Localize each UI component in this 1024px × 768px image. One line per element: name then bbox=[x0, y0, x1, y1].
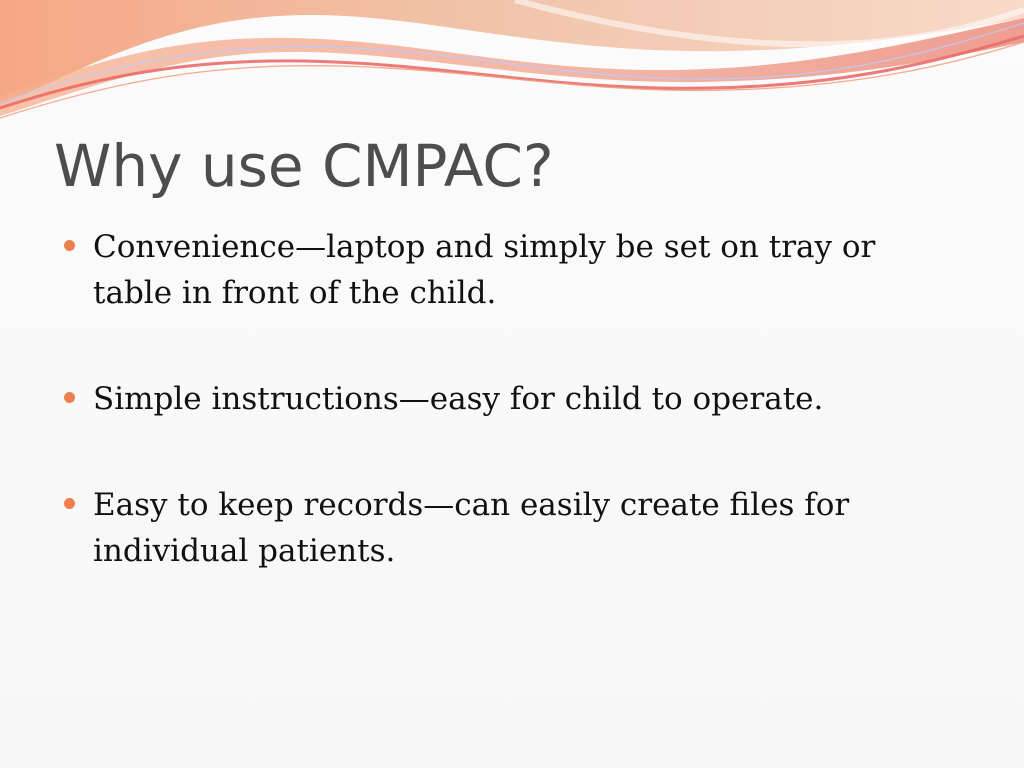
bullet-dot-icon bbox=[64, 240, 75, 251]
bullet-item bbox=[64, 224, 944, 316]
slide-title: Why use CMPAC? bbox=[54, 132, 554, 200]
bullet-dot-icon bbox=[64, 392, 75, 403]
bullet-text: Simple instructions—easy for child to operate. bbox=[93, 381, 824, 417]
decorative-wave-header bbox=[0, 0, 1024, 130]
bullet-list bbox=[64, 224, 944, 634]
bullet-dot-icon bbox=[64, 498, 75, 509]
bullet-item bbox=[64, 376, 944, 422]
bullet-text: Easy to keep records—can easily create files for individual patients. bbox=[93, 487, 850, 569]
bullet-item bbox=[64, 482, 944, 574]
bullet-text: Convenience—laptop and simply be set on tray or table in front of the child. bbox=[93, 229, 876, 311]
